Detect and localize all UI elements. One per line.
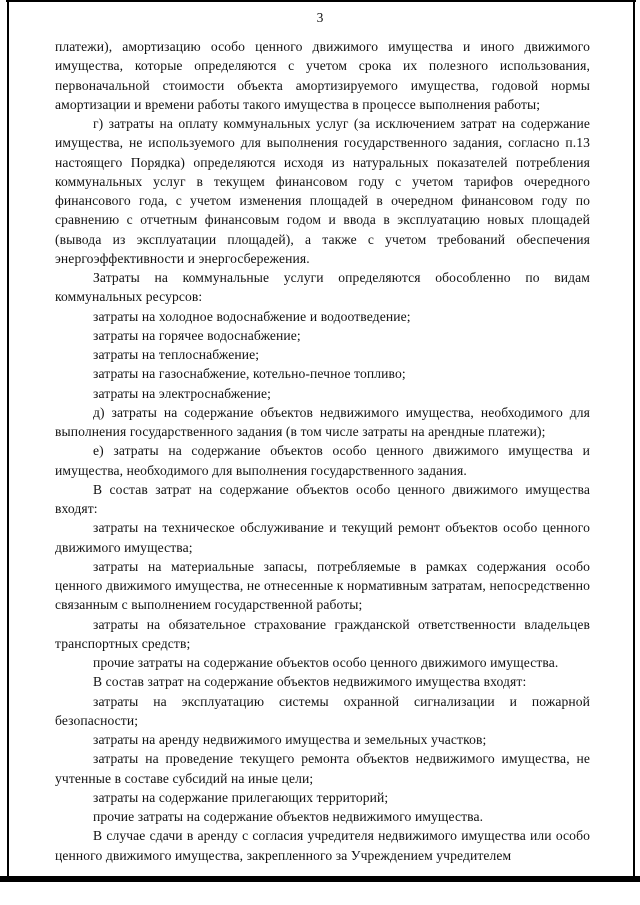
paragraph: е) затраты на содержание объектов особо ценного движимого имущества и имущества, необходимого для выполнения государственного задания. xyxy=(55,443,590,478)
paragraph: д) затраты на содержание объектов недвижимого имущества, необходимого для выполнения государственного задания (в том числе затраты на арендные платежи); xyxy=(55,404,590,439)
scan-edge-left xyxy=(7,0,9,882)
scan-edge-bottom xyxy=(0,876,640,882)
scan-edge-right xyxy=(633,0,635,882)
paragraph: затраты на проведение текущего ремонта объектов недвижимого имущества, не учтенные в составе субсидий на иные цели; xyxy=(55,751,590,786)
paragraph: г) затраты на оплату коммунальных услуг (за исключением затрат на содержание имущества, не используемого для выполнения государственного задания, согласно п.13 настоящего Порядка) определяются исходя из натуральных показателей потребления коммунальных услуг в текущем финансовом году с учетом тарифов очередного финансового года, с учетом изменения площадей в очередном финансовом году по сравнению с отчетным финансовым годом и ввода в эксплуатацию новых площадей (вывода из эксплуатации площадей), а также с учетом требований обеспечения энергоэффективности и энергосбережения. xyxy=(55,116,590,266)
paragraph: затраты на газоснабжение, котельно-печное топливо; xyxy=(93,366,406,382)
paragraph: затраты на аренду недвижимого имущества и земельных участков; xyxy=(93,732,487,747)
paragraph: В состав затрат на содержание объектов особо ценного движимого имущества входят: xyxy=(55,481,590,516)
paragraph: затраты на электроснабжение; xyxy=(93,385,272,401)
scan-edge-top xyxy=(6,0,636,2)
paragraph: В случае сдачи в аренду с согласия учредителя недвижимого имущества или особо ценного движимого имущества, закрепленного за Учреждением учредителем xyxy=(55,828,590,863)
paragraph: затраты на горячее водоснабжение; xyxy=(93,327,301,343)
paragraph: затраты на техническое обслуживание и текущий ремонт объектов особо ценного движимого имущества; xyxy=(55,520,590,555)
paragraph: затраты на холодное водоснабжение и водоотведение; xyxy=(93,308,411,324)
page-number: 3 xyxy=(316,10,324,25)
paragraph: затраты на содержание прилегающих территорий; xyxy=(93,789,389,805)
paragraph: прочие затраты на содержание объектов особо ценного движимого имущества. xyxy=(93,655,559,670)
paragraph: В состав затрат на содержание объектов недвижимого имущества входят: xyxy=(93,674,527,690)
paragraph: Затраты на коммунальные услуги определяются обособленно по видам коммунальных ресурсов: xyxy=(55,270,590,305)
document-body xyxy=(55,37,590,865)
paragraph: затраты на обязательное страхование гражданской ответственности владельцев транспортных средств; xyxy=(55,616,590,651)
paragraph: платежи), амортизацию особо ценного движимого имущества и иного движимого имущества, которые определяются с учетом срока их полезного использования, первоначальной стоимости объекта амортизируемого имущества, годовой нормы амортизации и времени работы такого имущества в процессе выполнения работы; xyxy=(55,39,590,112)
paragraph: затраты на эксплуатацию системы охранной сигнализации и пожарной безопасности; xyxy=(55,693,590,728)
paragraph: затраты на материальные запасы, потребляемые в рамках содержания особо ценного движимого имущества, не отнесенные к нормативным затратам, непосредственно связанным с выполнением государственной работы; xyxy=(55,558,590,613)
paragraph: затраты на теплоснабжение; xyxy=(93,347,260,362)
paragraph: прочие затраты на содержание объектов недвижимого имущества. xyxy=(93,809,484,824)
